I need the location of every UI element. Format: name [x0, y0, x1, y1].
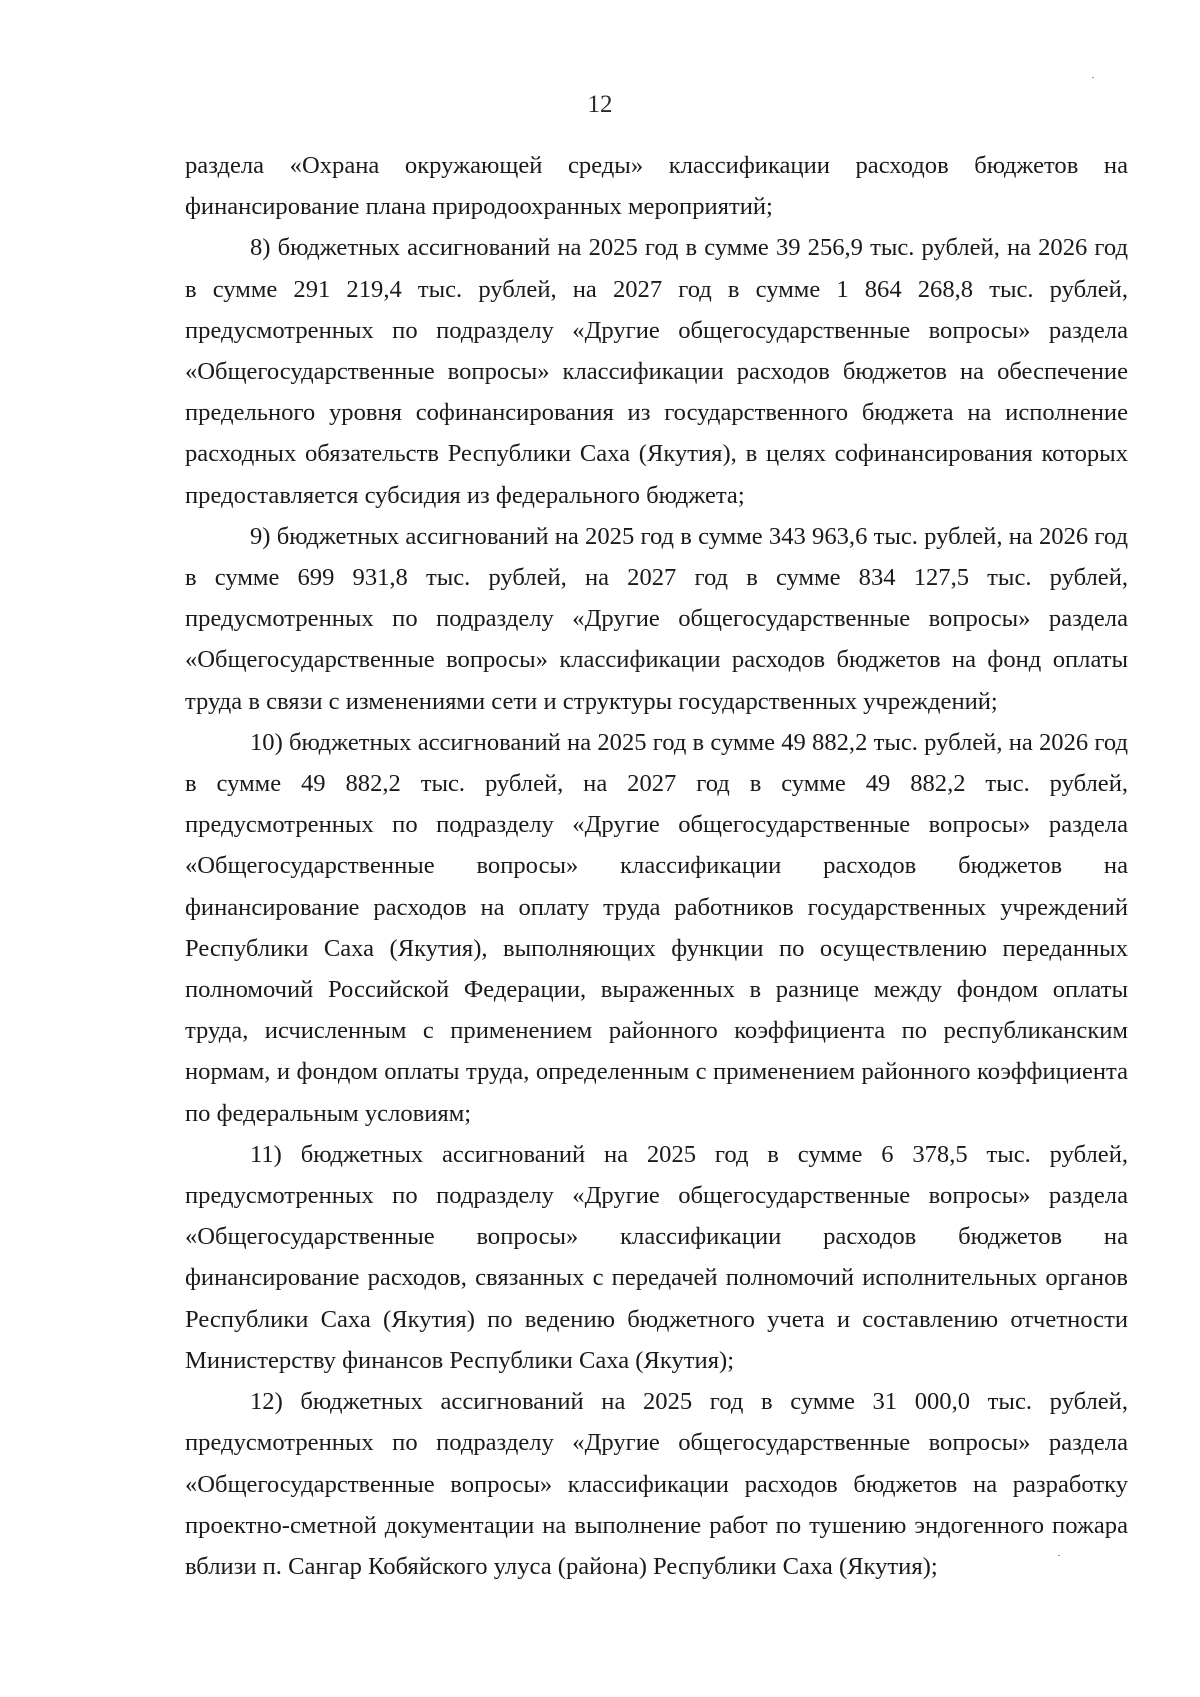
paragraph-item-11: 11) бюджетных ассигнований на 2025 год в сумме 6 378,5 тыс. рублей, предусмотренных по подразделу «Другие общегосударственные вопросы» раздела «Общегосударственные вопросы» классификации расходов бюджетов на финансирование расходов, связанных с передачей полномочий исполнительных органов Республики Саха (Якутия) по ведению бюджетного учета и составлению отчетности Министерству финансов Республики Саха (Якутия);	[185, 1140, 1128, 1374]
paragraph-item-10: 10) бюджетных ассигнований на 2025 год в сумме 49 882,2 тыс. рублей, на 2026 год в сумме 49 882,2 тыс. рублей, на 2027 год в сумме 49 882,2 тыс. рублей, предусмотренных по подразделу «Другие общегосударственные вопросы» раздела «Общегосударственные вопросы» классификации расходов бюджетов на финансирование расходов на оплату труда работников государственных учреждений Республики Саха (Якутия), выполняющих функции по осуществлению переданных полномочий Российской Федерации, выраженных в разнице между фондом оплаты труда, исчисленным с применением районного коэффициента по республиканским нормам, и фондом оплаты труда, определенным с применением районного коэффициента по федеральным условиям;	[185, 728, 1128, 1127]
scan-speck	[1058, 1555, 1060, 1556]
paragraph-item-12: 12) бюджетных ассигнований на 2025 год в сумме 31 000,0 тыс. рублей, предусмотренных по подразделу «Другие общегосударственные вопросы» раздела «Общегосударственные вопросы» классификации расходов бюджетов на разработку проектно-сметной документации на выполнение работ по тушению эндогенного пожара вблизи п. Сангар Кобяйского улуса (района) Республики Саха (Якутия);	[185, 1388, 1128, 1580]
document-body	[185, 145, 1128, 1587]
paragraph-continuation: раздела «Охрана окружающей среды» классификации расходов бюджетов на финансирование плана природоохранных мероприятий;	[185, 152, 1128, 221]
scan-speck	[1092, 77, 1094, 78]
paragraph-item-8: 8) бюджетных ассигнований на 2025 год в сумме 39 256,9 тыс. рублей, на 2026 год в сумме 291 219,4 тыс. рублей, на 2027 год в сумме 1 864 268,8 тыс. рублей, предусмотренных по подразделу «Другие общегосударственные вопросы» раздела «Общегосударственные вопросы» классификации расходов бюджетов на обеспечение предельного уровня софинансирования из государственного бюджета на исполнение расходных обязательств Республики Саха (Якутия), в целях софинансирования которых предоставляется субсидия из федерального бюджета;	[185, 234, 1128, 509]
paragraph-item-9: 9) бюджетных ассигнований на 2025 год в сумме 343 963,6 тыс. рублей, на 2026 год в сумме 699 931,8 тыс. рублей, на 2027 год в сумме 834 127,5 тыс. рублей, предусмотренных по подразделу «Другие общегосударственные вопросы» раздела «Общегосударственные вопросы» классификации расходов бюджетов на фонд оплаты труда в связи с изменениями сети и структуры государственных учреждений;	[185, 522, 1128, 715]
page-number: 12	[587, 91, 613, 118]
